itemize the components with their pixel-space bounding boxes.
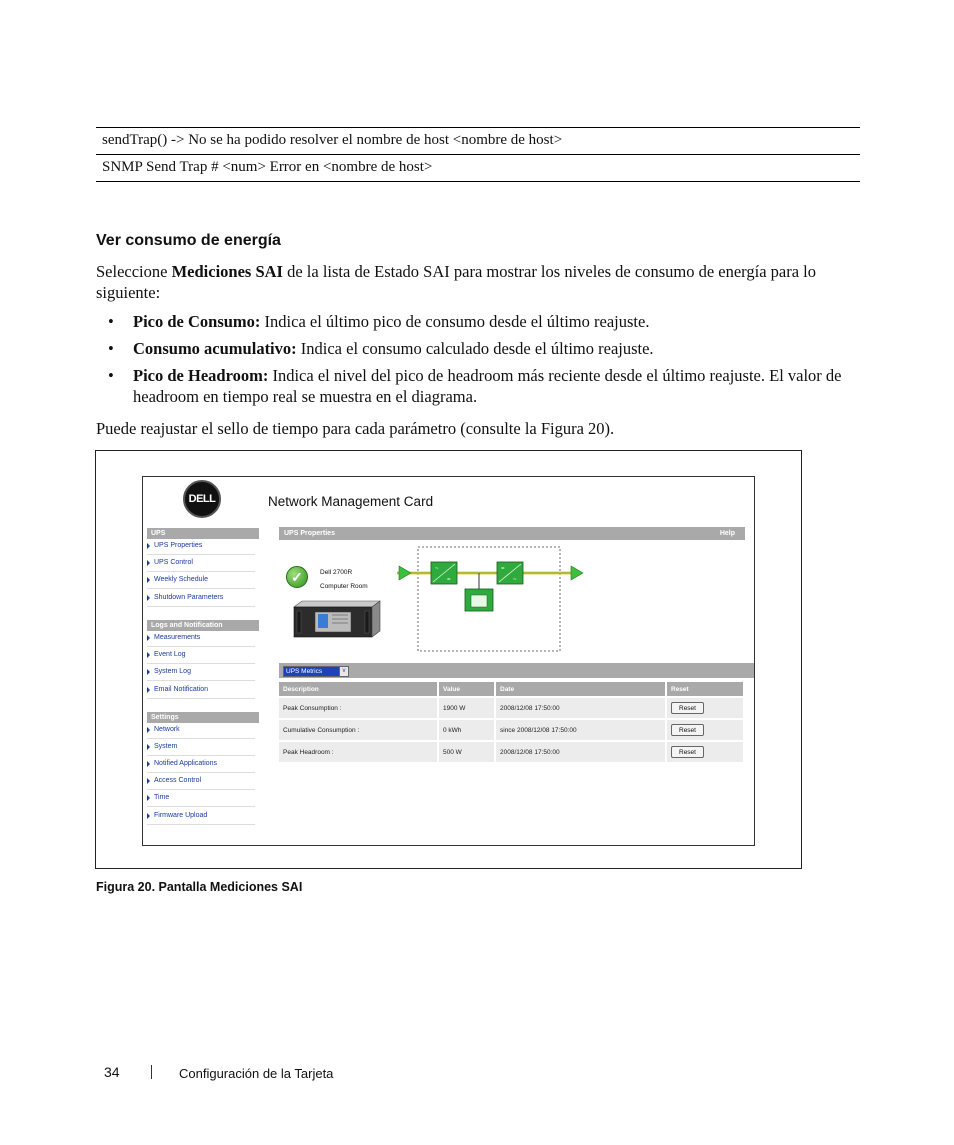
sidebar-item-email-notification[interactable]: [147, 683, 255, 699]
chevron-right-icon: [147, 744, 150, 750]
measurement-select-bar: [279, 663, 755, 678]
chevron-right-icon: [147, 577, 150, 583]
cell-value: 1900 W: [439, 696, 496, 718]
cell-description: Peak Consumption :: [279, 696, 439, 718]
chevron-right-icon: [147, 652, 150, 658]
sidebar-item-label: Time: [154, 794, 170, 801]
ups-location: Computer Room: [320, 583, 368, 590]
sidebar-item-firmware-upload[interactable]: [147, 809, 255, 825]
chevron-right-icon: [147, 669, 150, 675]
sidebar-group-ups: UPS: [147, 528, 259, 539]
error-message-table: [96, 127, 860, 182]
chevron-right-icon: [147, 635, 150, 641]
chevron-right-icon: [147, 761, 150, 767]
sidebar-item-label: Access Control: [154, 777, 202, 784]
cell-value: 0 kWh: [439, 718, 496, 740]
bullet-term: Pico de Consumo:: [133, 312, 261, 331]
svg-text:=: =: [447, 577, 451, 583]
bullet-term: Consumo acumulativo:: [133, 339, 297, 358]
bullet-dot: •: [108, 339, 114, 358]
page-number: 34: [104, 1064, 120, 1080]
chevron-right-icon: [147, 727, 150, 733]
sidebar-item-measurements[interactable]: [147, 631, 255, 647]
cell-date: 2008/12/08 17:50:00: [496, 696, 667, 718]
sidebar-item-system[interactable]: [147, 740, 255, 756]
sidebar-item-label: System Log: [154, 668, 191, 675]
sidebar-item-ups-properties[interactable]: [147, 539, 255, 555]
footer-chapter-title: Configuración de la Tarjeta: [179, 1066, 334, 1081]
sidebar-item-shutdown-parameters[interactable]: [147, 591, 255, 607]
bullet-item: [96, 311, 856, 332]
sidebar-item-label: Email Notification: [154, 686, 209, 693]
reset-cumulative-consumption-button[interactable]: Reset: [671, 724, 704, 736]
bullet-term: Pico de Headroom:: [133, 366, 269, 385]
cell-reset: [667, 740, 745, 762]
sidebar-group-settings: Settings: [147, 712, 259, 723]
error-row: [96, 128, 860, 155]
sidebar-item-network[interactable]: [147, 723, 255, 739]
figure-caption: Figura 20. Pantalla Mediciones SAI: [96, 880, 303, 894]
reset-peak-consumption-button[interactable]: Reset: [671, 702, 704, 714]
svg-text:~: ~: [513, 577, 517, 583]
app-title: Network Management Card: [268, 494, 434, 509]
nmc-screenshot: [142, 476, 755, 846]
sidebar-item-label: Network: [154, 726, 180, 733]
bullet-dot: •: [108, 312, 114, 331]
error-row: [96, 155, 860, 182]
sidebar-item-event-log[interactable]: [147, 648, 255, 664]
sidebar-item-ups-control[interactable]: [147, 556, 255, 572]
sidebar-item-label: Firmware Upload: [154, 812, 208, 819]
ups-properties-label: UPS Properties: [284, 530, 335, 537]
sidebar-item-label: Shutdown Parameters: [154, 594, 224, 601]
bullet-item: [96, 338, 856, 359]
sidebar-item-label: UPS Control: [154, 559, 193, 566]
cell-date: 2008/12/08 17:50:00: [496, 740, 667, 762]
chevron-right-icon: [147, 778, 150, 784]
bullet-text: Indica el consumo calculado desde el último reajuste.: [296, 339, 654, 358]
sidebar-item-weekly-schedule[interactable]: [147, 573, 255, 589]
sidebar-item-system-log[interactable]: [147, 665, 255, 681]
column-header-date: Date: [496, 682, 667, 696]
sidebar-item-label: System: [154, 743, 178, 750]
table-row: [279, 740, 745, 762]
reset-peak-headroom-button[interactable]: Reset: [671, 746, 704, 758]
chevron-right-icon: [147, 813, 150, 819]
intro-bold-term: Mediciones SAI: [171, 262, 283, 281]
bullet-dot: •: [108, 366, 114, 385]
chevron-right-icon: [147, 795, 150, 801]
cell-date: since 2008/12/08 17:50:00: [496, 718, 667, 740]
cell-reset: [667, 696, 745, 718]
sidebar-item-label: UPS Properties: [154, 542, 203, 549]
section-heading: Ver consumo de energía: [96, 232, 281, 249]
ups-properties-bar: [279, 527, 745, 540]
intro-text: Seleccione: [96, 262, 172, 281]
cell-description: Peak Headroom :: [279, 740, 439, 762]
sidebar-group-logs: Logs and Notification: [147, 620, 259, 631]
bullet-list: [96, 311, 856, 413]
sidebar-item-label: Notified Applications: [154, 760, 218, 767]
intro-text: de la lista de Estado SAI para mostrar los niveles de consumo de energía para lo siguiente:: [96, 262, 817, 302]
closing-paragraph: Puede reajustar el sello de tiempo para cada parámetro (consulte la Figura 20).: [96, 419, 615, 438]
chevron-right-icon: [147, 595, 150, 601]
status-ok-check-icon: ✓: [286, 566, 308, 588]
sidebar-item-label: Weekly Schedule: [154, 576, 208, 583]
cell-value: 500 W: [439, 740, 496, 762]
intro-paragraph: [96, 261, 856, 303]
dell-logo: DELL: [183, 480, 221, 518]
measurements-table: [279, 682, 745, 762]
ups-model: Dell 2700R: [320, 569, 353, 576]
column-header-description: Description: [279, 682, 439, 696]
ups-power-flow-diagram: [395, 545, 585, 653]
column-header-reset: Reset: [667, 682, 745, 696]
svg-text:=: =: [501, 566, 505, 572]
column-header-value: Value: [439, 682, 496, 696]
table-header-row: [279, 682, 745, 696]
sidebar-item-label: Event Log: [154, 651, 186, 658]
error-row-text: sendTrap() -> No se ha podido resolver el nombre de host <nombre de host>: [96, 128, 860, 155]
table-row: [279, 718, 745, 740]
table-row: [279, 696, 745, 718]
measurement-select-value: UPS Metrics: [286, 668, 323, 675]
ups-device-image: [288, 599, 381, 639]
chevron-right-icon: [147, 560, 150, 566]
sidebar-item-label: Measurements: [154, 634, 201, 641]
measurement-type-select[interactable]: [283, 666, 349, 677]
help-link[interactable]: Help: [719, 530, 735, 537]
chevron-right-icon: [147, 543, 150, 549]
sidebar-item-notified-applications[interactable]: [147, 757, 255, 773]
bullet-text: Indica el nivel del pico de headroom más reciente desde el último reajuste. El valor de headroom en tiempo real se muestra en el diagrama.: [133, 366, 842, 406]
error-row-text: SNMP Send Trap # <num> Error en <nombre de host>: [96, 155, 860, 182]
bullet-item: [96, 365, 856, 407]
cell-reset: [667, 718, 745, 740]
sidebar-item-time[interactable]: [147, 791, 255, 807]
chevron-down-icon[interactable]: v: [339, 666, 349, 677]
svg-text:~: ~: [435, 566, 439, 572]
chevron-right-icon: [147, 687, 150, 693]
sidebar-item-access-control[interactable]: [147, 774, 255, 790]
bullet-text: Indica el último pico de consumo desde el último reajuste.: [260, 312, 650, 331]
footer-divider: [151, 1065, 152, 1079]
cell-description: Cumulative Consumption :: [279, 718, 439, 740]
